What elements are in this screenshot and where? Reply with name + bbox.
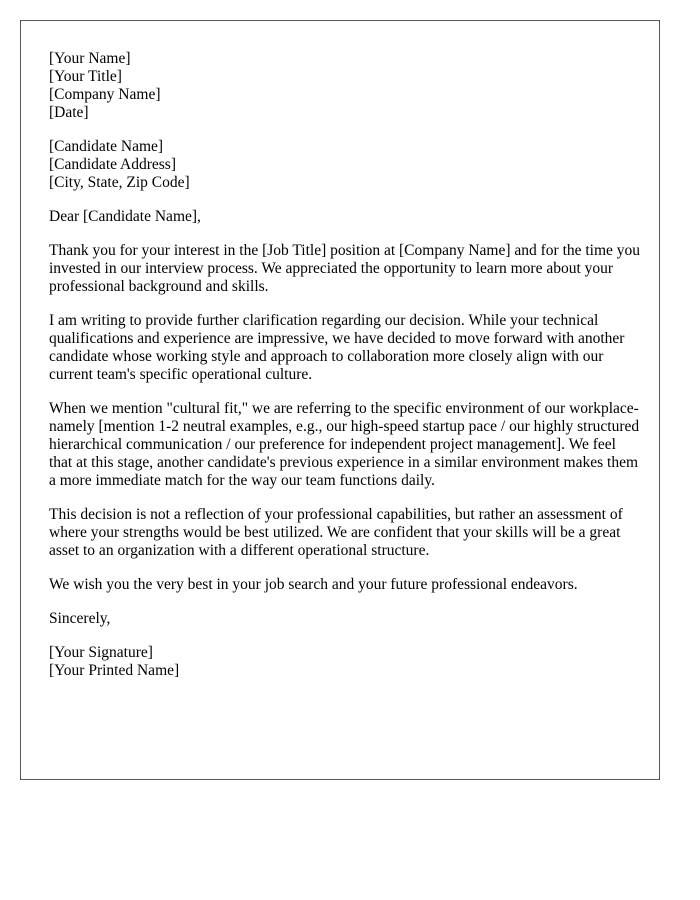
paragraph-intro: Thank you for your interest in the [Job Title] position at [Company Name] and for the time you invested in our interview process. We appreciated the opportunity to learn more about your professional background and skills. <box>49 242 641 295</box>
paragraph-decision: I am writing to provide further clarification regarding our decision. While your technical qualifications and experience are impressive, we have decided to move forward with another candidate whose working style and approach to collaboration more closely align with our current team's specific operational culture. <box>49 312 625 383</box>
recipient-city-state-zip: [City, State, Zip Code] <box>49 174 190 191</box>
letter-frame <box>20 20 660 780</box>
closing: Sincerely, <box>49 610 111 627</box>
recipient-address: [Candidate Address] <box>49 156 176 173</box>
paragraph-reassurance: This decision is not a reflection of your professional capabilities, but rather an assessment of where your strengths would be best utilized. We are confident that your skills will be a great asset to an organization with a different operational structure. <box>49 506 623 559</box>
sender-name: [Your Name] <box>49 50 131 67</box>
paragraph-cultural-fit: When we mention "cultural fit," we are referring to the specific environment of our workplace-namely [mention 1-2 neutral examples, e.g., our high-speed startup pace / our highly structured hierarchical communication / our preference for independent project management]. We feel that at this stage, another candidate's previous experience in a similar environment makes them a more immediate match for the way our team functions daily. <box>49 400 640 489</box>
sender-company: [Company Name] <box>49 86 161 103</box>
recipient-name: [Candidate Name] <box>49 138 164 155</box>
salutation: Dear [Candidate Name], <box>49 208 201 225</box>
sender-block <box>49 50 643 122</box>
letter-date: [Date] <box>49 104 89 121</box>
sender-title: [Your Title] <box>49 68 122 85</box>
paragraph-well-wishes: We wish you the very best in your job search and your future professional endeavors. <box>49 576 578 593</box>
recipient-block <box>49 138 643 192</box>
signature-block <box>49 644 643 680</box>
signature-line: [Your Signature] <box>49 644 153 661</box>
letter-body <box>49 50 643 696</box>
printed-name: [Your Printed Name] <box>49 662 180 679</box>
